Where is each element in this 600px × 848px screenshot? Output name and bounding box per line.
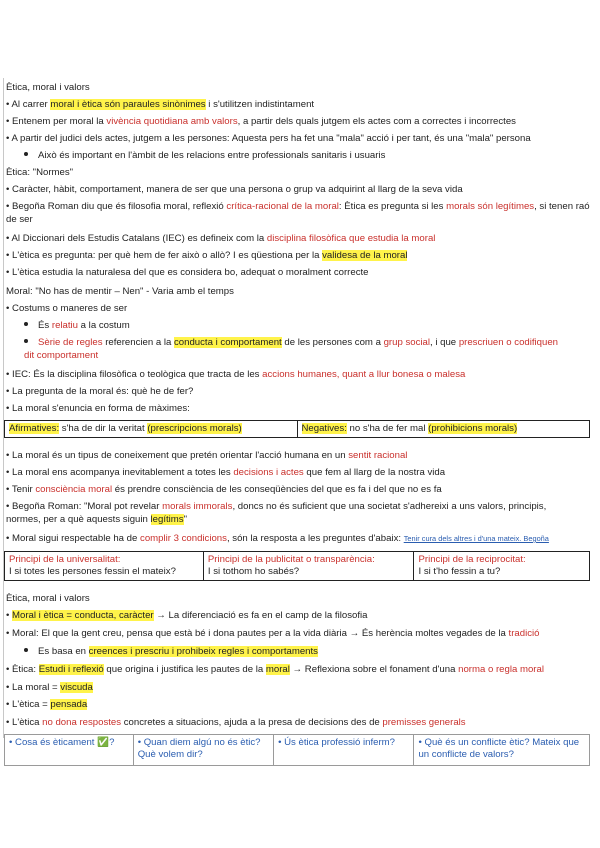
bullet-dot-icon xyxy=(24,322,28,326)
question-cell: • Què és un conflicte ètic? Mateix que un conflicte de valors? xyxy=(414,735,590,766)
bullet-line: • L'ètica no dona respostes concretes a situacions, ajuda a la presa de decisions des de premisses generals xyxy=(6,717,466,728)
sub-bullet-line: Es basa en creences i prescriu i prohibeix regles i comportaments xyxy=(24,645,592,658)
maxims-affirmative-cell: Afirmatives: s'ha de dir la veritat (prescripcions morals) xyxy=(5,421,298,438)
bullet-line: • Costums o maneres de ser xyxy=(6,303,128,314)
questions-table xyxy=(4,734,590,766)
bullet-line: • Begoña Roman diu que és filosofia moral, reflexió crítica-racional de la moral: Ètica es pregunta si les morals són legítimes, si tenen raó de ser xyxy=(6,201,590,225)
principles-table xyxy=(4,551,590,581)
bullet-line: • IEC: És la disciplina filosòfica o teològica que tracta de les accions humanes, quant a llur bonesa o malesa xyxy=(6,369,466,380)
sub-bullet-line: Sèrie de regles referencien a la conducta i comportament de les persones com a grup social, i que prescriuen o codifiquen dit comportament xyxy=(24,337,559,361)
principle-reciprocity-cell: Principi de la reciprocitat: I si t'ho fessin a tu? xyxy=(414,552,590,581)
bullet-dot-icon xyxy=(24,648,28,652)
bullet-dot-icon xyxy=(24,152,28,156)
bullet-line: • Tenir consciència moral és prendre consciència de les conseqüències del que es fa i del que no es fa xyxy=(6,484,442,495)
question-cell: • Quan diem algú no és ètic? Què volem dir? xyxy=(133,735,273,766)
margin-rule xyxy=(3,78,4,738)
bullet-line: • Moral sigui respectable ha de complir 3 condicions, són la resposta a les preguntes d'abaix: Tenir cura dels altres i d'una mateix. Begoña xyxy=(6,533,549,544)
maxims-table xyxy=(4,420,590,438)
bullet-line: • Al carrer moral i ètica són paraules sinònimes i s'utilitzen indistintament xyxy=(6,99,315,110)
principle-publicity-cell: Principi de la publicitat o transparència: I si tothom ho sabés? xyxy=(203,552,414,581)
bullet-line: • La moral s'enuncia en forma de màximes: xyxy=(6,403,190,414)
bullet-line: • La moral = viscuda xyxy=(6,682,93,693)
maxims-negative-cell: Negatives: no s'ha de fer mal (prohibicions morals) xyxy=(297,421,590,438)
bullet-line: • Entenem per moral la vivència quotidiana amb valors, a partir dels quals jutgem els actes com a correctes i incorrectes xyxy=(6,116,516,127)
question-cell: • Cosa és èticament ✅? xyxy=(5,735,134,766)
bullet-line: • A partir del judici dels actes, jutgem a les persones: Aquesta pers ha fet una "mala" acció i per tant, és una "mala" persona xyxy=(6,133,531,144)
bullet-dot-icon xyxy=(24,339,28,343)
principle-universality-cell: Principi de la universalitat: I si totes les persones fessin el mateix? xyxy=(5,552,204,581)
bullet-line: • Ètica: Estudi i reflexió que origina i justifica les pautes de la moral → Reflexiona sobre el fonament d'una norma o regla moral xyxy=(6,664,544,675)
reference-link[interactable]: Tenir cura dels altres i d'una mateix. Begoña xyxy=(403,534,549,543)
bullet-line: • Begoña Roman: "Moral pot revelar morals immorals, doncs no és suficient que una societat s'adhereixi a uns valors, principis, normes, per a què aquests siguin legítims" xyxy=(6,501,547,525)
bullet-line: • La pregunta de la moral és: què he de fer? xyxy=(6,386,194,397)
bullet-line: • La moral ens acompanya inevitablement a totes les decisions i actes que fem al llarg de la nostra vida xyxy=(6,467,446,478)
bullet-line: • L'ètica estudia la naturalesa del que es considera bo, adequat o moralment correcte xyxy=(6,267,369,278)
bullet-line: • La moral és un tipus de coneixement que pretén orientar l'acció humana en un sentit racional xyxy=(6,450,408,461)
sub-bullet-line: És relatiu a la costum xyxy=(24,319,592,332)
section-title: Ètica, moral i valors xyxy=(6,82,90,93)
bullet-line: • Al Diccionari dels Estudis Catalans (IEC) es defineix com la disciplina filosòfica que estudia la moral xyxy=(6,233,436,244)
bullet-line: • L'ètica = pensada xyxy=(6,699,88,710)
question-cell: • Ús ètica professió inferm? xyxy=(274,735,414,766)
bullet-line: • L'ètica es pregunta: per què hem de fer això o allò? I es qüestiona per la validesa de la moral xyxy=(6,250,408,261)
subheading: Ètica: "Normes" xyxy=(6,167,74,178)
bullet-line: • Moral: El que la gent creu, pensa que està bé i dona pautes per a la vida diària → És herència moltes vegades de la tradició xyxy=(6,628,540,639)
subheading: Moral: "No has de mentir – Nen" - Varia amb el temps xyxy=(6,286,234,297)
sub-bullet-line: Això és important en l'àmbit de les relacions entre professionals sanitaris i usuaris xyxy=(24,149,592,162)
section-title: Ètica, moral i valors xyxy=(6,593,90,604)
bullet-line: • Caràcter, hàbit, comportament, manera de ser que una persona o grup va adquirint al llarg de la seva vida xyxy=(6,184,463,195)
bullet-line: • Moral i ètica = conducta, caràcter → La diferenciació es fa en el camp de la filosofia xyxy=(6,610,368,621)
